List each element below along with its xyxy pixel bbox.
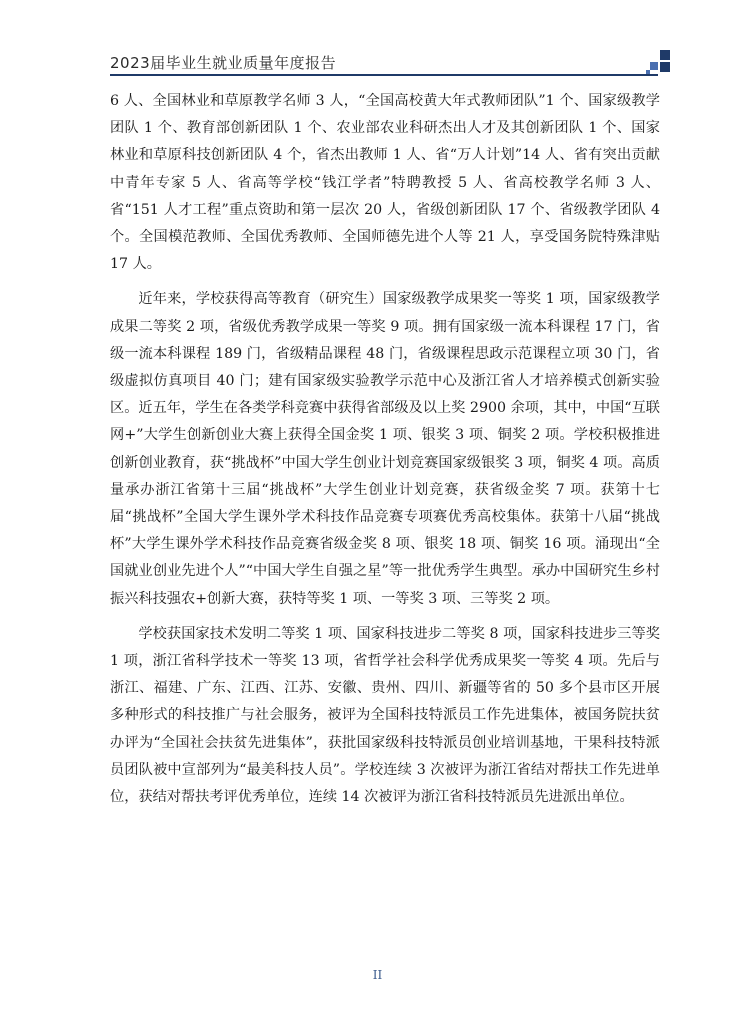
report-logo-icon bbox=[646, 50, 670, 74]
paragraph-research-service: 学校获国家技术发明二等奖 1 项、国家科技进步二等奖 8 项，国家科技进步三等奖 1 项，浙江省科学技术一等奖 13 项，省哲学社会科学优秀成果奖一等奖 4 项。先后与浙江、福建、广东、江西、江苏、安徽、贵州、四川、新疆等省的 50 多个县市区开展多种形式的科技推广与社会服务，被评为全国科技特派员工作先进集体，被国务院扶贫办评为“全国社会扶贫先进集体”，获批国家级科技特派员创业培训基地，干果科技特派员团队被中宣部列为“最美科技人员”。学校连续 3 次被评为浙江省结对帮扶工作先进单位，获结对帮扶考评优秀单位，连续 14 次被评为浙江省科技特派员先进派出单位。 bbox=[110, 625, 660, 806]
paragraph-faculty: 6 人、全国林业和草原教学名师 3 人，“全国高校黄大年式教师团队”1 个、国家级教学团队 1 个、教育部创新团队 1 个、农业部农业科研杰出人才及其创新团队 1 个、国家林业和草原科技创新团队 4 个，省杰出教师 1 人、省“万人计划”14 人、省有突出贡献中青年专家 5 人、省高等学校“钱江学者”特聘教授 5 人、省高校教学名师 3 人、省“151 人才工程”重点资助和第一层次 20 人，省级创新团队 17 个、省级教学团队 4 个。全国模范教师、全国优秀教师、全国师德先进个人等 21 人，享受国务院特殊津贴 17 人。 bbox=[110, 93, 660, 273]
page-number: II bbox=[372, 968, 383, 982]
report-title: 2023届毕业生就业质量年度报告 bbox=[110, 54, 337, 72]
header-divider bbox=[110, 74, 658, 76]
report-body bbox=[110, 88, 660, 811]
paragraph-teaching-achievements: 近年来，学校获得高等教育（研究生）国家级教学成果奖一等奖 1 项，国家级教学成果二等奖 2 项，省级优秀教学成果一等奖 9 项。拥有国家级一流本科课程 17 门，省级一流本科课程 189 门，省级精品课程 48 门，省级课程思政示范课程立项 30 门，省级虚拟仿真项目 40 门；建有国家级实验教学示范中心及浙江省人才培养模式创新实验区。近五年，学生在各类学科竞赛中获得省部级及以上奖 2900 余项，其中，中国“互联网+”大学生创新创业大赛上获得全国金奖 1 项、银奖 3 项、铜奖 2 项。学校积极推进创新创业教育，获“挑战杯”中国大学生创业计划竞赛国家级银奖 3 项，铜奖 4 项。高质量承办浙江省第十三届“挑战杯”大学生创业计划竞赛，获省级金奖 7 项。获第十七届“挑战杯”全国大学生课外学术科技作品竞赛专项赛优秀高校集体。获第十八届“挑战杯”大学生课外学术科技作品竞赛省级金奖 8 项、银奖 18 项、铜奖 16 项。涌现出“全国就业创业先进个人”“中国大学生自强之星”等一批优秀学生典型。承办中国研究生乡村振兴科技强农+创新大赛，获特等奖 1 项、一等奖 3 项、三等奖 2 项。 bbox=[110, 291, 660, 607]
page-header bbox=[110, 50, 668, 80]
